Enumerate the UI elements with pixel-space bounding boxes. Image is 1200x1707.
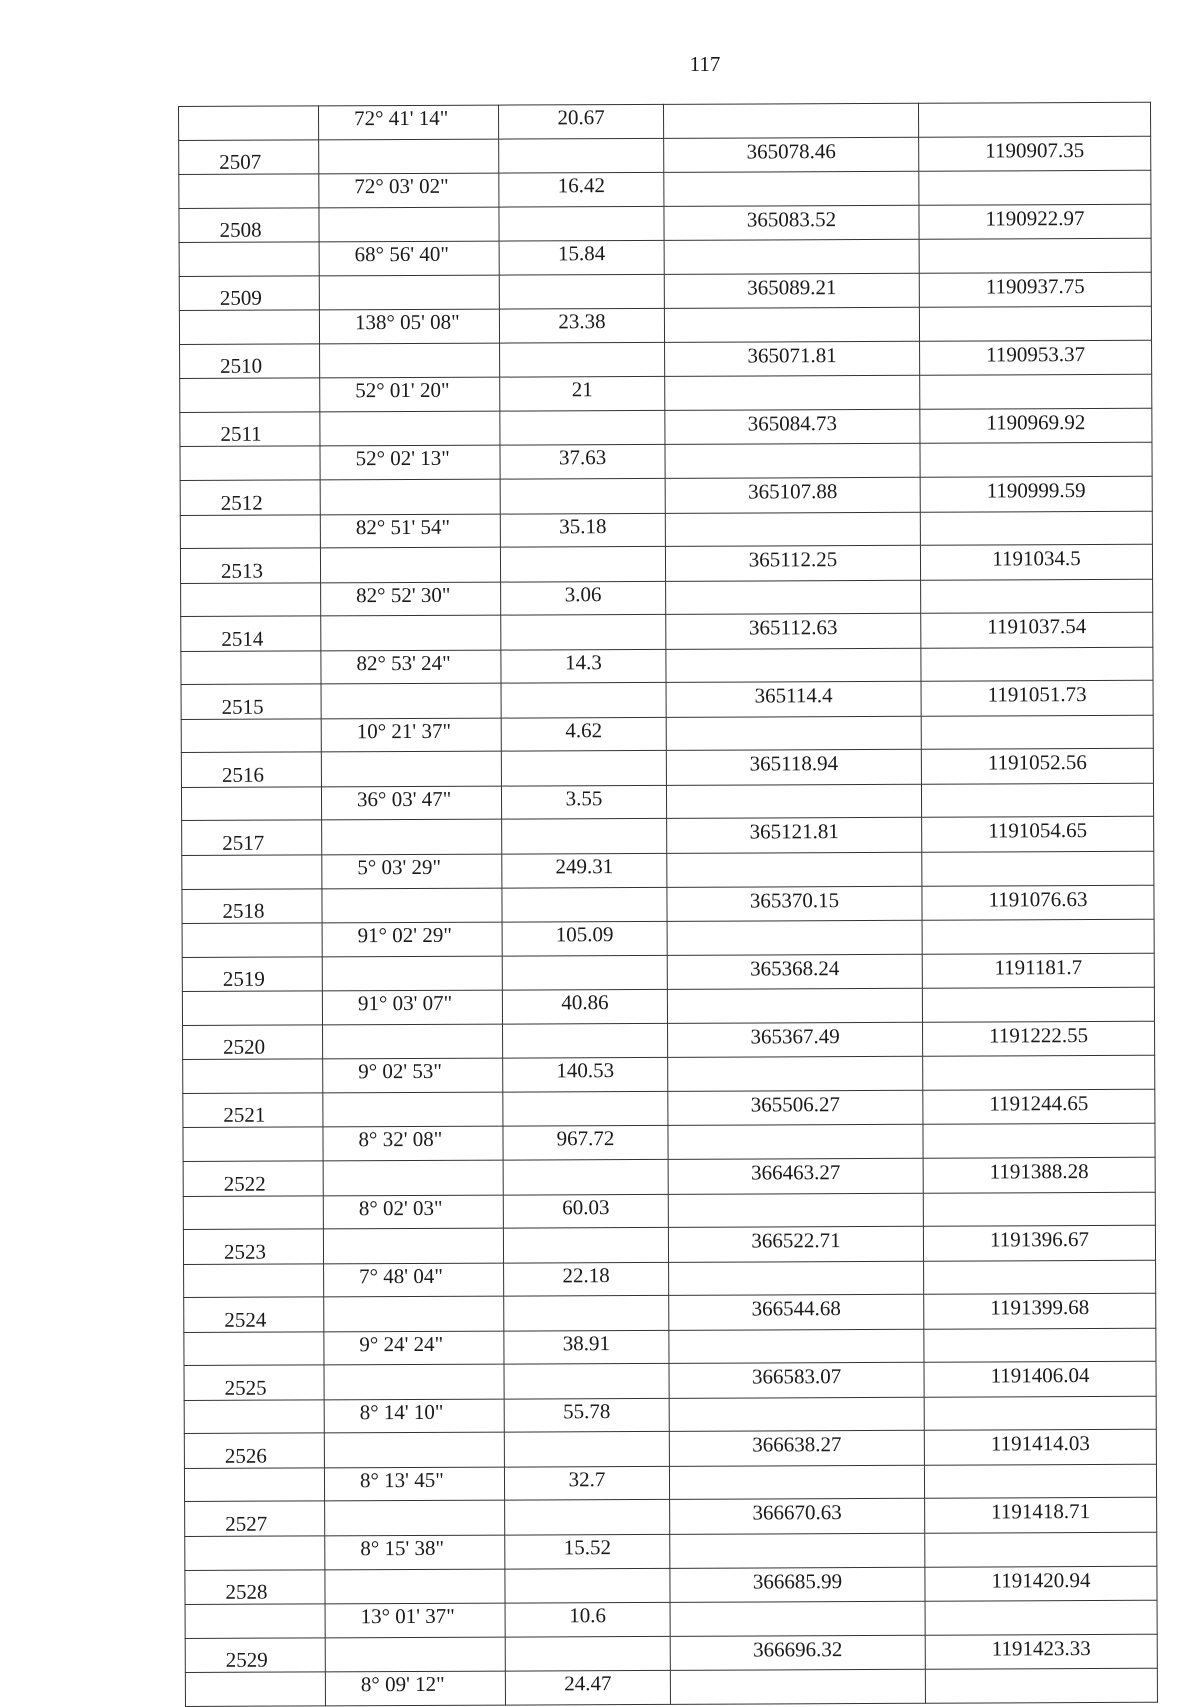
distance-cell: 55.78 <box>504 1398 669 1432</box>
station-id-cell: 2516 <box>181 752 321 787</box>
easting-cell: 1191423.33 <box>925 1634 1157 1670</box>
station-cell <box>184 1332 324 1366</box>
distance-cell <box>503 1023 668 1058</box>
table-row <box>181 749 1153 788</box>
bearing-cell <box>322 820 502 855</box>
station-cell <box>179 242 319 276</box>
station-id-cell: 2512 <box>180 480 320 515</box>
station-id-cell: 2524 <box>184 1297 324 1332</box>
distance-cell <box>501 751 666 786</box>
table-row <box>182 885 1154 924</box>
bearing-cell: 8° 15' 38" <box>325 1535 505 1569</box>
northing-cell: 366638.27 <box>669 1431 924 1467</box>
table-row <box>182 919 1154 957</box>
easting-cell: 1190907.35 <box>919 136 1151 172</box>
table-row <box>182 817 1154 856</box>
distance-cell: 249.31 <box>502 853 667 887</box>
station-cell <box>183 1195 323 1229</box>
station-cell <box>181 651 321 685</box>
station-cell <box>184 1400 324 1434</box>
easting-cell <box>924 1260 1156 1295</box>
distance-cell <box>502 887 667 922</box>
easting-cell: 1191052.56 <box>921 749 1153 785</box>
bearing-cell: 91° 03' 07" <box>322 990 502 1024</box>
bearing-cell: 8° 13' 45" <box>324 1467 504 1501</box>
table-row <box>182 953 1154 992</box>
distance-cell: 16.42 <box>499 172 664 206</box>
distance-cell: 3.55 <box>501 785 666 819</box>
bearing-cell: 7° 48' 04" <box>324 1263 504 1297</box>
distance-cell: 20.67 <box>498 104 663 138</box>
table-row <box>185 1600 1157 1638</box>
bearing-cell <box>321 615 501 650</box>
station-cell <box>180 378 320 412</box>
distance-cell <box>504 1296 669 1331</box>
bearing-cell: 138° 05' 08" <box>319 309 499 343</box>
easting-cell <box>922 919 1154 954</box>
northing-cell: 365112.25 <box>665 545 920 581</box>
table-row <box>179 238 1151 276</box>
bearing-cell <box>320 411 500 446</box>
bearing-cell: 82° 51' 54" <box>320 514 500 548</box>
bearing-cell <box>320 479 500 514</box>
northing-cell <box>668 1057 923 1092</box>
northing-cell: 365121.81 <box>667 818 922 854</box>
station-cell <box>179 106 319 140</box>
northing-cell <box>667 920 922 955</box>
bearing-cell <box>319 207 499 242</box>
bearing-cell: 82° 52' 30" <box>321 582 501 616</box>
northing-cell: 366685.99 <box>670 1567 925 1603</box>
table-row <box>181 612 1153 651</box>
bearing-cell <box>319 275 499 310</box>
distance-cell <box>501 615 666 650</box>
station-id-cell: 2513 <box>180 548 320 583</box>
distance-cell <box>502 819 667 854</box>
station-id-cell: 2521 <box>183 1093 323 1128</box>
table-row <box>180 443 1152 481</box>
distance-cell <box>504 1364 669 1399</box>
easting-cell: 1191181.7 <box>922 953 1154 989</box>
station-cell <box>185 1672 325 1706</box>
table-row <box>180 375 1152 413</box>
distance-cell <box>503 1227 668 1262</box>
distance-cell: 15.84 <box>499 241 664 275</box>
northing-cell <box>670 1669 925 1704</box>
bearing-cell: 72° 03' 02" <box>319 173 499 207</box>
northing-cell <box>664 171 919 206</box>
table-row <box>181 715 1153 753</box>
station-id-cell: 2526 <box>184 1433 324 1468</box>
northing-cell <box>666 716 921 751</box>
easting-cell <box>921 715 1153 750</box>
northing-cell <box>665 376 920 411</box>
northing-cell: 366583.07 <box>669 1362 924 1398</box>
table-row <box>180 544 1152 583</box>
easting-cell: 1191388.28 <box>923 1157 1155 1193</box>
bearing-cell: 9° 02' 53" <box>323 1058 503 1092</box>
distance-cell <box>500 478 665 513</box>
distance-cell: 40.86 <box>502 990 667 1024</box>
easting-cell: 1191054.65 <box>922 817 1154 853</box>
station-cell <box>185 1536 325 1570</box>
table-row <box>184 1396 1156 1434</box>
distance-cell <box>499 138 664 173</box>
distance-cell <box>501 683 666 718</box>
bearing-cell <box>324 1296 504 1331</box>
easting-cell: 1191414.03 <box>924 1430 1156 1466</box>
bearing-cell <box>320 547 500 582</box>
station-cell <box>179 310 319 344</box>
northing-cell <box>670 1601 925 1636</box>
station-id-cell: 2507 <box>179 139 319 174</box>
distance-cell: 24.47 <box>505 1671 670 1705</box>
table-row <box>184 1430 1156 1469</box>
northing-cell <box>664 239 919 274</box>
distance-cell: 35.18 <box>500 513 665 547</box>
table-row <box>181 647 1153 685</box>
easting-cell <box>923 1192 1155 1227</box>
bearing-cell <box>325 1569 505 1604</box>
station-cell <box>183 1127 323 1161</box>
survey-coordinates-table <box>178 102 1158 1707</box>
northing-cell: 365112.63 <box>666 613 921 649</box>
northing-cell <box>665 444 920 479</box>
bearing-cell: 8° 02' 03" <box>323 1195 503 1229</box>
easting-cell <box>923 1056 1155 1091</box>
distance-cell <box>502 955 667 990</box>
northing-cell: 365084.73 <box>665 409 920 445</box>
station-id-cell: 2519 <box>182 957 322 992</box>
easting-cell <box>919 170 1151 205</box>
station-id-cell: 2528 <box>185 1569 325 1604</box>
table-row <box>184 1361 1156 1400</box>
table-row <box>179 102 1151 140</box>
distance-cell: 140.53 <box>503 1058 668 1092</box>
table-row <box>184 1293 1156 1332</box>
distance-cell: 21 <box>500 377 665 411</box>
easting-cell <box>922 987 1154 1022</box>
station-id-cell: 2514 <box>181 616 321 651</box>
northing-cell <box>669 1465 924 1500</box>
distance-cell <box>503 1091 668 1126</box>
bearing-cell <box>322 888 502 923</box>
easting-cell <box>921 647 1153 682</box>
distance-cell <box>499 274 664 309</box>
table-row <box>184 1260 1156 1298</box>
table-row <box>183 1021 1155 1060</box>
table-row <box>179 204 1151 243</box>
distance-cell: 23.38 <box>499 309 664 343</box>
station-cell <box>182 991 322 1025</box>
station-id-cell: 2529 <box>185 1637 325 1672</box>
northing-cell: 365118.94 <box>666 750 921 786</box>
table-row <box>183 1124 1155 1162</box>
station-id-cell: 2517 <box>182 820 322 855</box>
easting-cell <box>918 102 1150 137</box>
northing-cell <box>670 1533 925 1568</box>
easting-cell: 1190937.75 <box>919 272 1151 308</box>
bearing-cell: 5° 03' 29" <box>322 854 502 888</box>
bearing-cell: 52° 01' 20" <box>320 377 500 411</box>
easting-cell <box>919 238 1151 273</box>
bearing-cell <box>323 1092 503 1127</box>
distance-cell: 10.6 <box>505 1602 670 1636</box>
distance-cell <box>500 342 665 377</box>
station-cell <box>181 787 321 821</box>
easting-cell <box>924 1464 1156 1499</box>
distance-cell: 37.63 <box>500 445 665 479</box>
table-row <box>181 579 1153 617</box>
table-row <box>180 511 1152 549</box>
bearing-cell: 10° 21' 37" <box>321 718 501 752</box>
easting-cell <box>921 783 1153 818</box>
distance-cell <box>499 206 664 241</box>
northing-cell <box>666 648 921 683</box>
station-cell <box>183 1059 323 1093</box>
bearing-cell <box>323 1024 503 1059</box>
station-id-cell: 2522 <box>183 1161 323 1196</box>
table-row <box>181 681 1153 720</box>
table-row <box>179 307 1151 345</box>
station-id-cell: 2523 <box>183 1229 323 1264</box>
bearing-cell: 72° 41' 14" <box>319 105 499 139</box>
bearing-cell: 8° 09' 12" <box>325 1671 505 1705</box>
bearing-cell <box>323 1228 503 1263</box>
station-id-cell: 2520 <box>183 1025 323 1060</box>
distance-cell <box>500 546 665 581</box>
table-row <box>184 1328 1156 1366</box>
easting-cell <box>920 375 1152 410</box>
distance-cell: 38.91 <box>504 1330 669 1364</box>
station-id-cell: 2525 <box>184 1365 324 1400</box>
table-row <box>183 1225 1155 1264</box>
northing-cell: 365370.15 <box>667 886 922 922</box>
table-row <box>185 1566 1157 1605</box>
easting-cell: 1191418.71 <box>925 1498 1157 1534</box>
bearing-cell: 82° 53' 24" <box>321 650 501 684</box>
bearing-cell <box>324 1432 504 1467</box>
survey-table-container <box>178 102 1157 1707</box>
easting-cell: 1191420.94 <box>925 1566 1157 1602</box>
station-id-cell: 2518 <box>182 888 322 923</box>
northing-cell: 366696.32 <box>670 1635 925 1671</box>
table-row <box>180 340 1152 379</box>
station-id-cell: 2515 <box>181 684 321 719</box>
distance-cell: 32.7 <box>504 1466 669 1500</box>
table-row <box>185 1634 1157 1673</box>
easting-cell <box>921 579 1153 614</box>
station-id-cell: 2511 <box>180 412 320 447</box>
easting-cell: 1191076.63 <box>922 885 1154 921</box>
table-row <box>181 783 1153 821</box>
table-row <box>185 1668 1157 1706</box>
northing-cell: 366463.27 <box>668 1158 923 1194</box>
bearing-cell: 8° 32' 08" <box>323 1126 503 1160</box>
table-row <box>180 408 1152 447</box>
bearing-cell <box>322 956 502 991</box>
easting-cell: 1191034.5 <box>920 544 1152 580</box>
bearing-cell: 52° 02' 13" <box>320 446 500 480</box>
northing-cell <box>669 1261 924 1296</box>
easting-cell <box>925 1600 1157 1635</box>
distance-cell <box>505 1636 670 1671</box>
northing-cell: 365078.46 <box>664 137 919 173</box>
easting-cell <box>924 1328 1156 1363</box>
station-cell <box>182 855 322 889</box>
easting-cell: 1190999.59 <box>920 476 1152 512</box>
page-number: 117 <box>689 52 721 76</box>
table-row <box>183 1192 1155 1230</box>
table-row <box>179 272 1151 311</box>
table-row <box>185 1498 1157 1537</box>
easting-cell <box>922 851 1154 886</box>
bearing-cell <box>320 343 500 378</box>
station-cell <box>181 583 321 617</box>
bearing-cell: 13° 01' 37" <box>325 1603 505 1637</box>
distance-cell <box>505 1568 670 1603</box>
station-cell <box>184 1468 324 1502</box>
station-id-cell: 2510 <box>180 344 320 379</box>
station-id-cell: 2508 <box>179 208 319 243</box>
distance-cell <box>500 410 665 445</box>
bearing-cell: 9° 24' 24" <box>324 1331 504 1365</box>
table-row <box>179 136 1151 175</box>
easting-cell: 1191051.73 <box>921 681 1153 717</box>
northing-cell <box>667 988 922 1023</box>
northing-cell <box>665 512 920 547</box>
distance-cell: 15.52 <box>505 1534 670 1568</box>
bearing-cell <box>324 1364 504 1399</box>
distance-cell: 60.03 <box>503 1194 668 1228</box>
distance-cell: 4.62 <box>501 717 666 751</box>
bearing-cell <box>325 1637 505 1672</box>
station-id-cell: 2527 <box>185 1501 325 1536</box>
northing-cell: 366544.68 <box>669 1294 924 1330</box>
bearing-cell: 91° 02' 29" <box>322 922 502 956</box>
station-cell <box>181 719 321 753</box>
northing-cell <box>669 1397 924 1432</box>
northing-cell: 365089.21 <box>664 273 919 309</box>
distance-cell: 22.18 <box>504 1262 669 1296</box>
easting-cell <box>923 1124 1155 1159</box>
northing-cell <box>666 784 921 819</box>
easting-cell: 1191037.54 <box>921 612 1153 648</box>
bearing-cell <box>319 139 499 174</box>
easting-cell: 1191244.65 <box>923 1089 1155 1125</box>
station-cell <box>180 446 320 480</box>
table-row <box>183 1056 1155 1094</box>
easting-cell <box>920 443 1152 478</box>
northing-cell: 366522.71 <box>668 1226 923 1262</box>
northing-cell: 365368.24 <box>667 954 922 990</box>
easting-cell <box>919 307 1151 342</box>
northing-cell: 365506.27 <box>668 1090 923 1126</box>
station-cell <box>180 514 320 548</box>
station-cell <box>184 1263 324 1297</box>
table-row <box>182 851 1154 889</box>
bearing-cell <box>321 751 501 786</box>
northing-cell: 365367.49 <box>668 1022 923 1058</box>
easting-cell: 1191399.68 <box>924 1293 1156 1329</box>
distance-cell: 14.3 <box>501 649 666 683</box>
station-cell <box>179 174 319 208</box>
northing-cell: 365071.81 <box>665 341 920 377</box>
easting-cell <box>925 1668 1157 1703</box>
northing-cell <box>669 1329 924 1364</box>
station-cell <box>182 923 322 957</box>
bearing-cell <box>321 683 501 718</box>
northing-cell <box>667 852 922 887</box>
easting-cell <box>920 511 1152 546</box>
bearing-cell: 8° 14' 10" <box>324 1399 504 1433</box>
table-row <box>183 1089 1155 1128</box>
northing-cell <box>668 1193 923 1228</box>
easting-cell: 1190969.92 <box>920 408 1152 444</box>
northing-cell: 365114.4 <box>666 682 921 718</box>
easting-cell: 1191406.04 <box>924 1361 1156 1397</box>
distance-cell <box>504 1432 669 1467</box>
distance-cell: 967.72 <box>503 1126 668 1160</box>
table-row <box>182 987 1154 1025</box>
distance-cell <box>503 1159 668 1194</box>
distance-cell <box>505 1500 670 1535</box>
northing-cell: 365107.88 <box>665 477 920 513</box>
survey-table-body <box>179 102 1158 1706</box>
northing-cell <box>664 308 919 343</box>
northing-cell <box>666 580 921 615</box>
northing-cell: 365083.52 <box>664 205 919 241</box>
bearing-cell <box>323 1160 503 1195</box>
easting-cell: 1190922.97 <box>919 204 1151 240</box>
easting-cell <box>925 1532 1157 1567</box>
easting-cell: 1190953.37 <box>920 340 1152 376</box>
easting-cell <box>924 1396 1156 1431</box>
bearing-cell <box>325 1501 505 1536</box>
easting-cell: 1191222.55 <box>923 1021 1155 1057</box>
station-id-cell: 2509 <box>179 276 319 311</box>
table-row <box>184 1464 1156 1502</box>
bearing-cell: 36° 03' 47" <box>321 786 501 820</box>
distance-cell: 3.06 <box>501 581 666 615</box>
table-row <box>183 1157 1155 1196</box>
distance-cell: 105.09 <box>502 921 667 955</box>
northing-cell <box>668 1125 923 1160</box>
bearing-cell: 68° 56' 40" <box>319 241 499 275</box>
northing-cell: 366670.63 <box>670 1499 925 1535</box>
table-row <box>180 476 1152 515</box>
table-row <box>185 1532 1157 1570</box>
station-cell <box>185 1604 325 1638</box>
northing-cell <box>663 103 918 138</box>
easting-cell: 1191396.67 <box>923 1225 1155 1261</box>
table-row <box>179 170 1151 208</box>
